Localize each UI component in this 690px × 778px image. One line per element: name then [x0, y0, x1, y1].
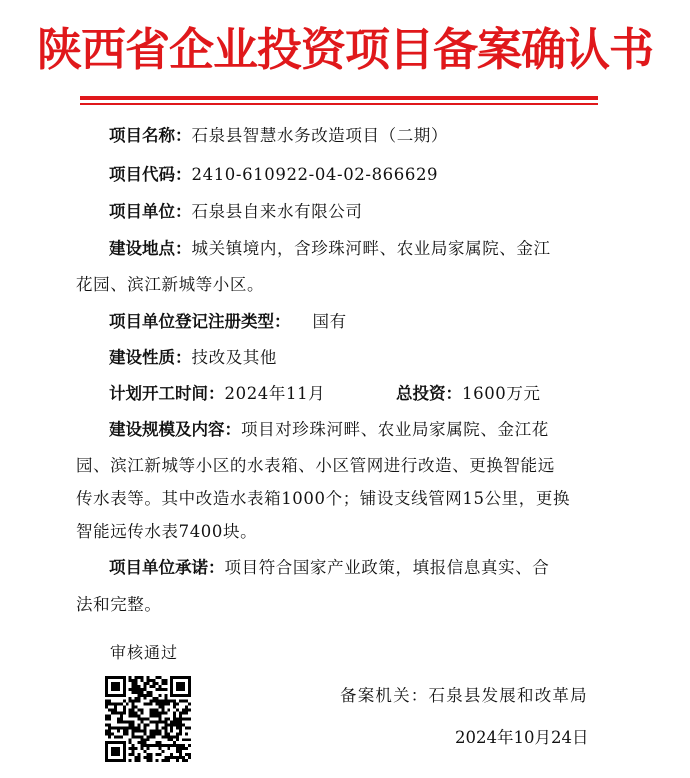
scale-line4: 智能远传水表7400块。 [76, 522, 258, 541]
scale-line1: 项目对珍珠河畔、农业局家属院、金江花 [241, 420, 549, 439]
project-name-label: 项目名称： [109, 126, 192, 145]
scale-line3: 传水表等。其中改造水表箱1000个；铺设支线管网15公里，更换 [76, 489, 571, 508]
nature-value: 技改及其他 [191, 348, 277, 367]
scale-label: 建设规模及内容： [109, 420, 241, 439]
investment-label: 总投资： [396, 384, 462, 403]
commitment-line2: 法和完整。 [76, 595, 162, 614]
start-time-value: 2024年11月 [224, 384, 326, 403]
document-title: 陕西省企业投资项目备案确认书 [36, 23, 653, 76]
commitment-label: 项目单位承诺： [109, 558, 225, 577]
nature-label: 建设性质： [109, 348, 192, 367]
start-time-label: 计划开工时间： [109, 384, 225, 403]
location-row [76, 239, 639, 259]
project-unit-label: 项目单位： [109, 202, 192, 221]
title-rule-thick [80, 96, 598, 100]
investment-value: 1600万元 [462, 384, 541, 403]
filing-authority: 备案机关：石泉县发展和改革局 [340, 686, 588, 705]
scale-row-4 [76, 522, 606, 542]
registration-type-row [76, 312, 639, 332]
location-label: 建设地点： [109, 239, 192, 258]
scale-row-2 [76, 456, 606, 476]
nature-row [76, 348, 639, 368]
title-rule-thin [80, 103, 598, 105]
project-code-value: 2410-610922-04-02-866629 [191, 165, 439, 184]
location-row-cont [76, 275, 606, 295]
registration-type-value: 国有 [312, 312, 347, 331]
location-value-line2: 花园、滨江新城等小区。 [76, 275, 265, 294]
project-code-label: 项目代码： [109, 165, 192, 184]
registration-type-label: 项目单位登记注册类型： [109, 312, 291, 331]
investment-row [396, 384, 596, 404]
project-unit-row [76, 202, 639, 222]
scale-row-3 [76, 489, 606, 509]
project-unit-value: 石泉县自来水有限公司 [191, 202, 363, 221]
commitment-row-2 [76, 595, 606, 615]
commitment-line1: 项目符合国家产业政策，填报信息真实、合 [224, 558, 550, 577]
audit-status: 审核通过 [110, 643, 179, 662]
commitment-row [76, 558, 639, 578]
location-value-line1: 城关镇境内，含珍珠河畔、农业局家属院、金江 [191, 239, 551, 258]
filing-date: 2024年10月24日 [455, 728, 589, 747]
project-name-value: 石泉县智慧水务改造项目（二期） [191, 126, 448, 145]
project-name-row [76, 126, 639, 146]
project-code-row [76, 165, 639, 185]
scale-row [76, 420, 639, 440]
scale-line2: 园、滨江新城等小区的水表箱、小区管网进行改造、更换智能远 [76, 456, 555, 475]
qr-code-icon [105, 676, 191, 762]
